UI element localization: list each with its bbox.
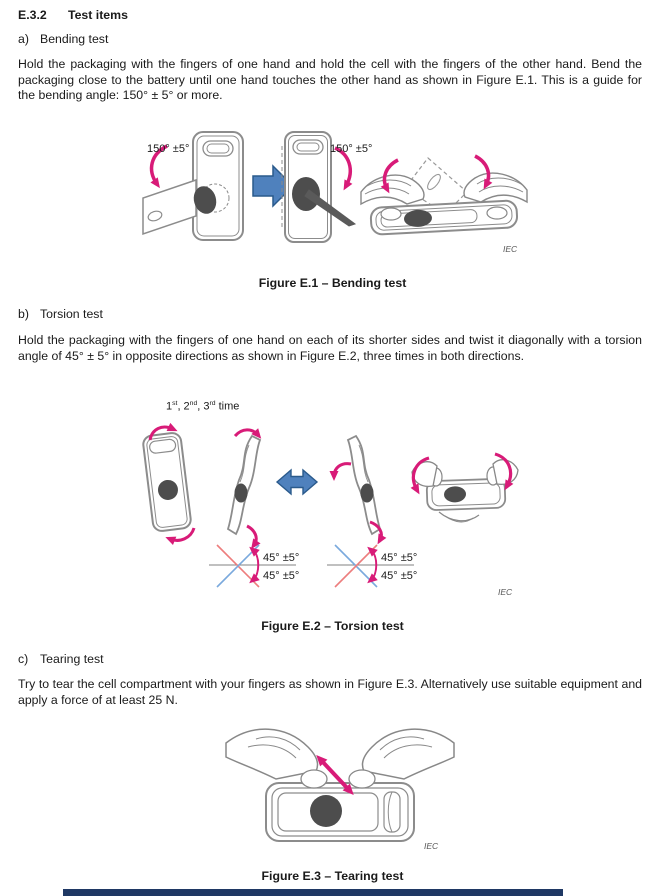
double-arrow-icon <box>277 470 317 494</box>
figure-e3-drawing <box>210 713 470 865</box>
angle-diagram-left <box>209 545 299 587</box>
list-item-c <box>18 652 104 666</box>
fig-e2-angle-label-1: 45° ±5° <box>263 552 300 564</box>
footer-bar <box>63 889 563 896</box>
list-marker-b: b) <box>18 307 29 321</box>
section-heading <box>18 8 128 22</box>
figure-e1 <box>115 128 535 270</box>
iec-credit: IEC <box>424 841 439 851</box>
figure-e3-caption: Figure E.3 – Tearing test <box>261 869 404 883</box>
figure-e3 <box>210 713 470 870</box>
iec-credit: IEC <box>498 587 513 597</box>
section-title: Test items <box>68 8 128 22</box>
twist-arrow-icon <box>247 526 256 545</box>
paragraph-tearing: Try to tear the cell compartment with your fingers as shown in Figure E.3. Alternatively use suitable equipment and apply a force of at least 25 N. <box>18 677 642 707</box>
hands-bending <box>361 156 527 235</box>
hands-twisting <box>412 454 518 522</box>
iec-credit: IEC <box>503 244 518 254</box>
figure-e2 <box>132 398 532 605</box>
list-title-c: Tearing test <box>40 652 104 666</box>
card-twisted-left <box>228 436 260 534</box>
list-marker-a: a) <box>18 32 29 46</box>
card-twisted-right <box>348 436 380 534</box>
list-marker-c: c) <box>18 652 29 666</box>
figure-e2-drawing <box>132 398 532 605</box>
figure-e1-caption: Figure E.1 – Bending test <box>258 276 407 290</box>
paragraph-torsion: Hold the packaging with the fingers of one hand on each of its shorter sides and twist it diagonally with a torsion angle of 45° ± 5° in opposite directions as shown in Figure E.2, three times in both directions. <box>18 333 642 363</box>
section-number: E.3.2 <box>18 8 47 22</box>
fig-e1-angle-label-right: 150° ±5° <box>330 143 373 155</box>
figure-e1-drawing <box>115 128 535 265</box>
package-horizontal <box>266 783 414 841</box>
twist-arrow-icon <box>235 430 258 436</box>
fig-e1-angle-label-left: 150° ±5° <box>147 143 190 155</box>
figure-e2-caption: Figure E.2 – Torsion test <box>261 619 404 633</box>
card-upright <box>142 432 191 532</box>
list-title-b: Torsion test <box>40 307 103 321</box>
paragraph-bending: Hold the packaging with the fingers of one hand and hold the cell with the fingers of the other hand. Bend the packaging close to the battery until one hand touches the other hand as shown in Figure E.1. This is a guide for the bending angle: 150° ± 5° or more. <box>18 57 642 103</box>
twist-arrow-icon <box>334 464 351 476</box>
list-item-b <box>18 307 103 321</box>
fig-e2-angle-label-3: 45° ±5° <box>381 552 418 564</box>
fig-e2-times-label: 1st, 2nd, 3rd time <box>166 400 240 413</box>
fig-e2-angle-label-2: 45° ±5° <box>263 570 300 582</box>
fig-e2-angle-label-4: 45° ±5° <box>381 570 418 582</box>
list-item-a <box>18 32 108 46</box>
angle-diagram-right <box>327 545 417 587</box>
list-title-a: Bending test <box>40 32 109 46</box>
